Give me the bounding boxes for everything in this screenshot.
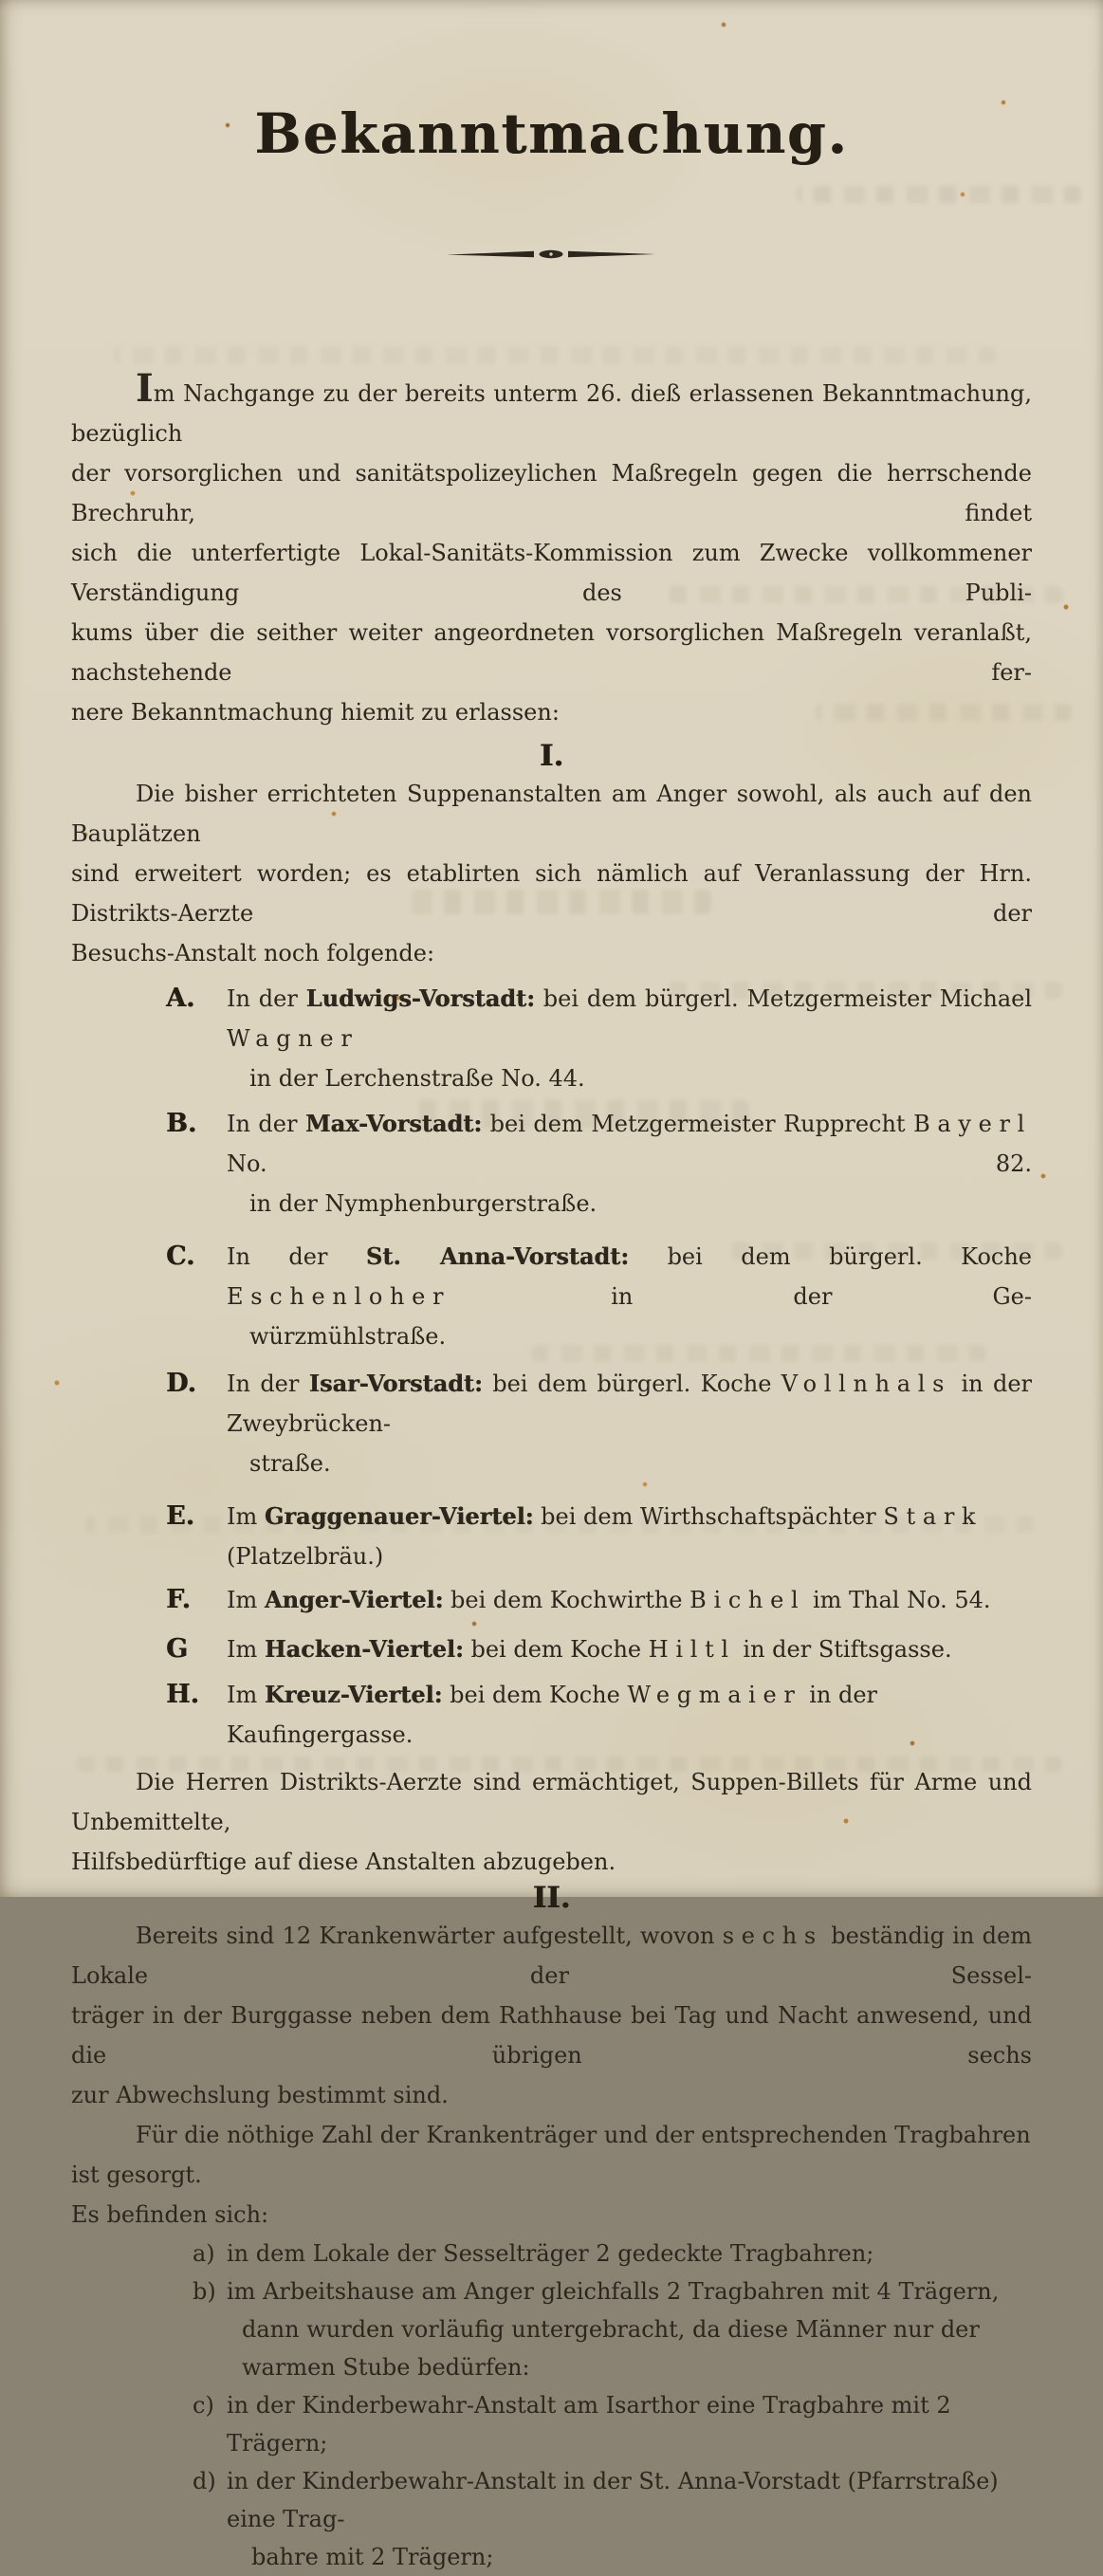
item-letter: G [166, 1634, 189, 1664]
paragraph-line: Die bisher errichteten Suppenanstalten am Anger sowohl, als auch auf den Bauplätzen [71, 781, 1032, 847]
anstalt-item-e [71, 1497, 1032, 1576]
anstalt-item-c [71, 1237, 1032, 1356]
paragraph-line: Die Herren Distrikts-Aerzte sind ermächtiget, Suppen-Billets für Arme und Unbemittelte, [71, 1769, 1032, 1835]
suppen-billets-paragraph [71, 1762, 1032, 1882]
drop-initial: I [136, 366, 154, 411]
item-line: In der Max-Vorstadt: bei dem Metzgermeister Rupprecht Bayerl No. 82. [227, 1110, 1033, 1177]
anstalt-item-f [71, 1580, 1032, 1620]
paragraph-line: Es befinden sich: [71, 2201, 269, 2228]
anstalt-item-d [71, 1364, 1032, 1483]
person-name: Stark [883, 1503, 984, 1530]
paragraph-line: träger in der Burggasse neben dem Rathhause bei Tag und Nacht anwesend, und die übrigen sechs [71, 2002, 1032, 2069]
item-letter: F. [166, 1585, 191, 1614]
paragraph-line: zur Abwechslung bestimmt sind. [71, 2082, 449, 2108]
list-label: c) [193, 2392, 214, 2419]
item-letter: A. [166, 984, 195, 1013]
district-name: Max-Vorstadt: [304, 1110, 483, 1137]
list-label: d) [193, 2468, 216, 2494]
anstalt-item-b [71, 1104, 1032, 1224]
district-name: Kreuz-Viertel: [264, 1681, 443, 1708]
district-name: Anger-Viertel: [264, 1586, 444, 1613]
list-line: dann wurden vorläufig untergebracht, da diese Männer nur der warmen Stube bedürfen: [242, 2316, 980, 2381]
list-line: in der Kinderbewahr-Anstalt am Isarthor eine Tragbahre mit 2 Trägern; [227, 2392, 951, 2456]
paragraph-line: Für die nöthige Zahl der Krankenträger und der entsprechenden Tragbahren ist gesorgt. [71, 2122, 1031, 2188]
paragraph-line: sind erweitert worden; es etablirten sich nämlich auf Veranlassung der Hrn. Distrikts-Aerzte der [71, 860, 1032, 927]
anstalt-item-a [71, 979, 1032, 1098]
person-name: Bayerl [913, 1111, 1033, 1137]
item-line: In der St. Anna-Vorstadt: bei dem bürgerl. Koche Eschenloher in der Ge- [227, 1242, 1033, 1310]
item-line: straße. [249, 1450, 331, 1477]
list-item-d [71, 2462, 1032, 2576]
section-ii-heading: II. [532, 1881, 571, 1915]
district-name: Hacken-Viertel: [264, 1635, 464, 1663]
section-i-heading: I. [539, 739, 564, 773]
person-name: Wagner [227, 1025, 359, 1052]
item-letter: C. [166, 1242, 195, 1271]
anstalt-item-h [71, 1675, 1032, 1755]
item-line: in der Nymphenburgerstraße. [249, 1190, 597, 1217]
list-line: im Arbeitshause am Anger gleichfalls 2 Tragbahren mit 4 Trägern, [227, 2278, 1000, 2305]
list-label: b) [193, 2278, 216, 2305]
item-line: In der Isar-Vorstadt: bei dem bürgerl. Koche Vollnhals in der Zweybrücken- [227, 1370, 1032, 1437]
suppenanstalten-paragraph [71, 774, 1032, 973]
item-line: Im Graggenauer-Viertel: bei dem Wirthschaftspächter Stark (Platzelbräu.) [227, 1502, 984, 1570]
list-item-c [71, 2386, 1032, 2462]
intro-line: sich die unterfertigte Lokal-Sanitäts-Kommission zum Zwecke vollkommener Verständigung des Publi- [71, 540, 1032, 606]
list-item-a [71, 2235, 1032, 2272]
paragraph-line: Bereits sind 12 Krankenwärter aufgestellt, wovon sechs beständig in dem Lokale der Sessel- [71, 1923, 1032, 1989]
intro-line: nere Bekanntmachung hiemit zu erlassen: [71, 699, 560, 726]
person-name: Hiltl [648, 1636, 736, 1663]
tragbahren-list [71, 2235, 1032, 2576]
person-name: Bichel [689, 1587, 806, 1613]
item-line: würzmühlstraße. [249, 1323, 447, 1350]
district-name: Graggenauer-Viertel: [264, 1502, 534, 1530]
district-name: Ludwigs-Vorstadt: [305, 984, 535, 1012]
district-name: Isar-Vorstadt: [308, 1370, 483, 1397]
paragraph-line: Besuchs-Anstalt noch folgende: [71, 940, 435, 966]
intro-line: der vorsorglichen und sanitätspolizeylichen Maßregeln gegen die herrschende Brechruhr, findet [71, 460, 1032, 526]
list-line: in dem Lokale der Sesselträger 2 gedeckte Tragbahren; [227, 2240, 874, 2267]
intro-paragraph [71, 366, 1032, 732]
person-name: Vollnhals [781, 1371, 952, 1397]
item-letter: H. [166, 1680, 199, 1709]
item-line: Im Kreuz-Viertel: bei dem Koche Wegmaier in der Kaufingergasse. [227, 1681, 878, 1748]
item-letter: D. [166, 1369, 196, 1398]
list-label: a) [193, 2240, 215, 2267]
person-name: Wegmaier [627, 1682, 802, 1708]
item-line: in der Lerchenstraße No. 44. [249, 1065, 585, 1092]
intro-line: kums über die seither weiter angeordneten vorsorglichen Maßregeln veranlaßt, nachstehende fer- [71, 619, 1032, 686]
item-letter: E. [166, 1501, 194, 1531]
intro-line: Im Nachgange zu der bereits unterm 26. dieß erlassenen Bekanntmachung, bezüglich [71, 366, 1032, 447]
document-title: Bekanntmachung. [254, 101, 849, 166]
krankenwaerter-paragraph [71, 1916, 1032, 2115]
item-line: Im Anger-Viertel: bei dem Kochwirthe Bichel im Thal No. 54. [227, 1586, 991, 1613]
list-line: in der Kinderbewahr-Anstalt in der St. Anna-Vorstadt (Pfarrstraße) eine Trag- [227, 2468, 999, 2532]
item-letter: B. [166, 1109, 197, 1138]
person-name: Eschenloher [227, 1283, 451, 1310]
list-item-b [71, 2272, 1032, 2386]
item-line: Im Hacken-Viertel: bei dem Koche Hiltl in der Stiftsgasse. [227, 1635, 952, 1663]
list-line: bahre mit 2 Trägern; [251, 2544, 494, 2570]
krankentraeger-paragraph [71, 2115, 1032, 2235]
paragraph-line: Hilfsbedürftige auf diese Anstalten abzugeben. [71, 1849, 616, 1875]
anstalt-item-g [71, 1629, 1032, 1669]
document-body [71, 0, 1032, 2576]
item-line: In der Ludwigs-Vorstadt: bei dem bürgerl. Metzgermeister Michael Wagner [227, 984, 1033, 1052]
district-name: St. Anna-Vorstadt: [365, 1242, 630, 1270]
